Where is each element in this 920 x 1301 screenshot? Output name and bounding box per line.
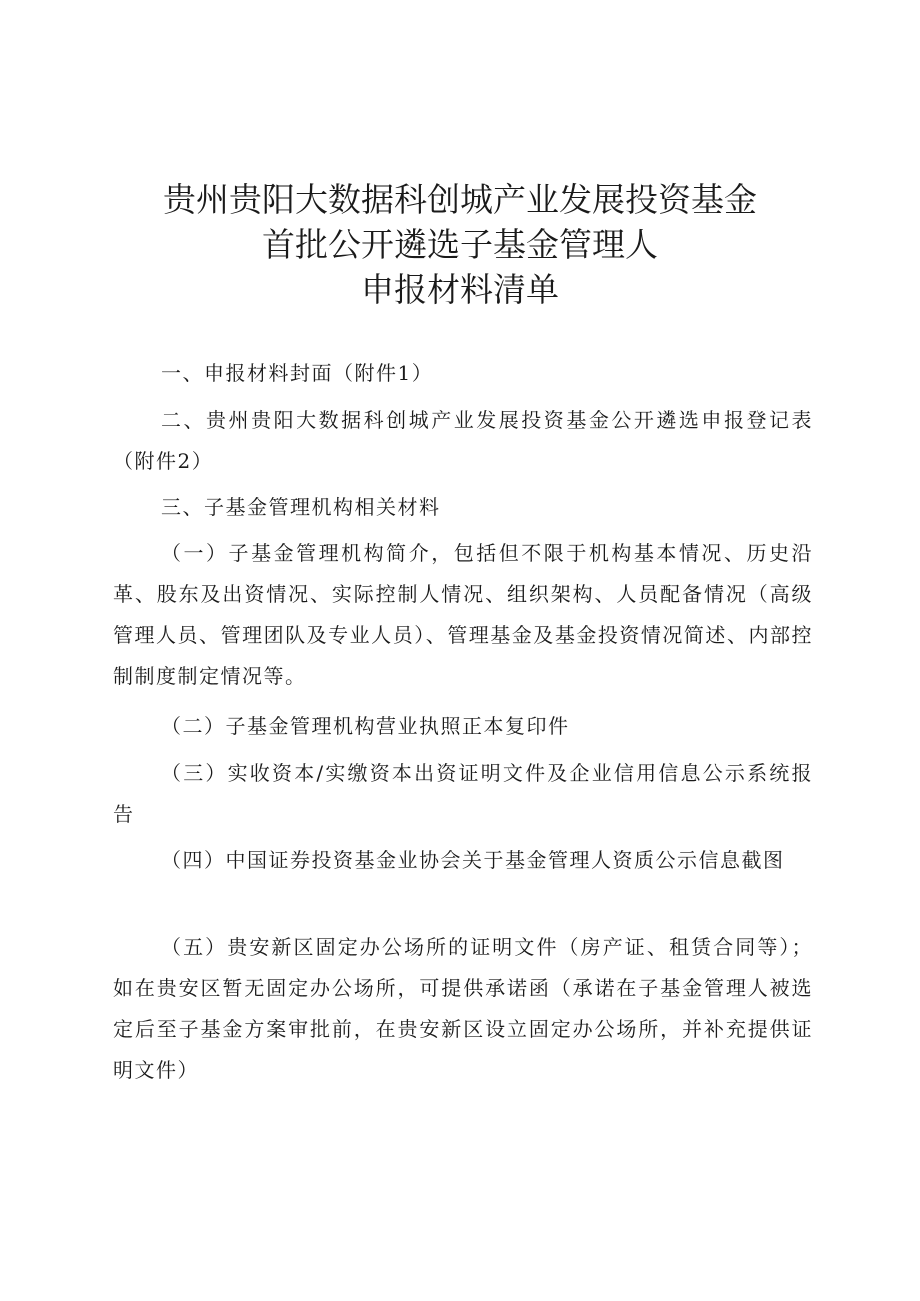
item-1-cover: 一、申报材料封面（附件1）: [161, 361, 434, 385]
document-title-line-2: 首批公开遴选子基金管理人: [262, 225, 658, 264]
sub-item-5-office-proof: （五）贵安新区固定办公场所的证明文件（房产证、租赁合同等）；如在贵安区暂无固定办公场所，可提供承诺函（承诺在子基金管理人被选定后至子基金方案审批前，在贵安新区设立固定办公场所，并补充提供证明文件）: [113, 935, 813, 1082]
item-2-registration-form: 二、贵州贵阳大数据科创城产业发展投资基金公开遴选申报登记表（附件2）: [113, 408, 813, 473]
sub-item-4-amac-screenshot: （四）中国证券投资基金业协会关于基金管理人资质公示信息截图: [161, 848, 785, 872]
sub-item-3-capital-proof: （三）实收资本/实缴资本出资证明文件及企业信用信息公示系统报告: [113, 761, 813, 826]
document-title-line-3: 申报材料清单: [361, 270, 559, 309]
item-3-manager-materials: 三、子基金管理机构相关材料: [161, 495, 441, 519]
sub-item-2-business-license: （二）子基金管理机构营业执照正本复印件: [161, 714, 570, 738]
document-title-line-1: 贵州贵阳大数据科创城产业发展投资基金: [163, 180, 757, 219]
sub-item-1-introduction: （一）子基金管理机构简介，包括但不限于机构基本情况、历史沿革、股东及出资情况、实际控制人情况、组织架构、人员配备情况（高级管理人员、管理团队及专业人员）、管理基金及基金投资情况简述、内部控制制度制定情况等。: [113, 541, 813, 688]
